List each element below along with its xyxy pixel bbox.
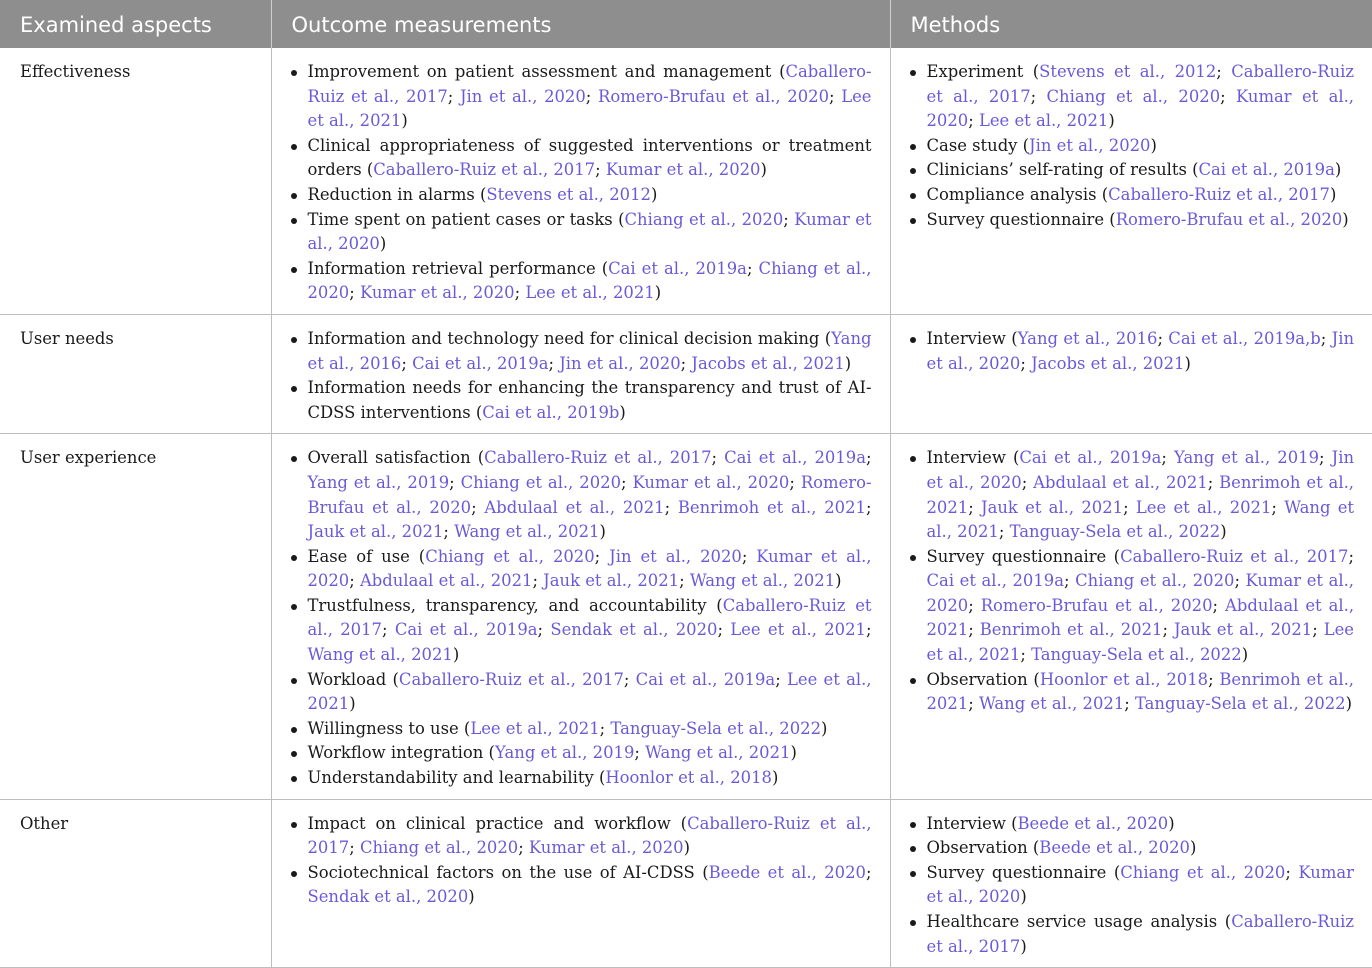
item-text: Observation ( (926, 838, 1040, 858)
item-text: Time spent on patient cases or tasks ( (307, 209, 625, 229)
item-text: ) (1345, 694, 1353, 714)
citation-link[interactable]: Wang et al., 2021 (926, 497, 1355, 542)
citation-link[interactable]: Benrimoh et al., 2021 (926, 472, 1354, 517)
citation-link[interactable]: Abdulaal et al., 2021 (359, 571, 533, 591)
item-text: Impact on clinical practice and workflow ( (307, 813, 688, 833)
method-item (909, 836, 1355, 861)
item-text: ) (619, 402, 626, 422)
item-text: ; (1271, 497, 1285, 517)
item-text: Information needs for enhancing the transparency and trust of AI-CDSS interventions ( (307, 378, 872, 422)
item-text: ) (760, 160, 767, 180)
item-text: ; (968, 497, 982, 517)
outcome-list (290, 812, 872, 910)
citation-link[interactable]: Yang et al., 2019 (307, 472, 450, 492)
item-text: ; (865, 448, 872, 468)
citation-link[interactable]: Caballero-Ruiz et al., 2017 (926, 912, 1354, 956)
citation-link[interactable]: Lee et al., 2021 (470, 718, 600, 738)
citation-link[interactable]: Lee et al., 2021 (730, 620, 866, 640)
item-text: ; (865, 862, 872, 882)
item-text: Sociotechnical factors on the use of AI-CDSS ( (307, 862, 709, 882)
item-text: Healthcare service usage analysis ( (926, 912, 1232, 931)
item-text: ) (683, 838, 690, 858)
aspect-cell: Effectiveness (0, 48, 271, 314)
item-text: ; (349, 838, 360, 858)
header-methods: Methods (890, 0, 1372, 48)
citation-link[interactable]: Cai et al., 2019a (1019, 448, 1162, 468)
citation-link[interactable]: Cai et al., 2019a (1198, 160, 1335, 180)
citation-link[interactable]: Abdulaal et al., 2021 (484, 497, 665, 517)
citation-link[interactable]: Lee et al., 2021 (307, 669, 872, 714)
citation-link[interactable]: Lee et al., 2021 (978, 111, 1109, 131)
item-text: ; (865, 620, 872, 640)
item-text: ) (1189, 838, 1197, 858)
item-text: ; (968, 595, 981, 615)
item-text: ) (1150, 135, 1157, 155)
outcome-item (290, 208, 872, 257)
citation-link[interactable]: Tanguay-Sela et al., 2022 (610, 718, 822, 738)
outcome-item (290, 766, 872, 791)
citation-link[interactable]: Jin et al., 2020 (559, 353, 681, 373)
outcome-item (290, 594, 872, 668)
citation-link[interactable]: Lee et al., 2021 (1135, 497, 1272, 517)
outcome-list (290, 327, 872, 425)
item-text: ; (1124, 694, 1135, 714)
citation-link[interactable]: Cai et al., 2019a (412, 353, 549, 373)
citation-link[interactable]: Cai et al., 2019a,b (1168, 328, 1321, 348)
outcome-cell (271, 48, 890, 314)
item-text: ; (518, 838, 529, 858)
item-text: ; (741, 546, 757, 566)
method-item (909, 158, 1355, 183)
item-text: Overall satisfaction ( (307, 448, 485, 468)
item-text: Survey questionnaire ( (926, 546, 1121, 566)
citation-link[interactable]: Jauk et al., 2021 (1173, 620, 1313, 640)
citation-link[interactable]: Chiang et al., 2020 (307, 258, 872, 303)
item-text: ; (1216, 62, 1232, 81)
citation-link[interactable]: Romero-Brufau et al., 2020 (980, 595, 1213, 615)
citation-link[interactable]: Benrimoh et al., 2021 (926, 669, 1354, 714)
item-text: ; (548, 353, 560, 373)
citation-link[interactable]: Chiang et al., 2020 (359, 838, 519, 858)
item-text: ; (1212, 595, 1225, 615)
item-text: Survey questionnaire ( (926, 862, 1121, 882)
outcome-list (290, 446, 872, 790)
table-row (0, 314, 1372, 433)
citation-link[interactable]: Abdulaal et al., 2021 (926, 595, 1355, 640)
outcome-item (290, 134, 872, 183)
item-text: Interview ( (926, 328, 1018, 348)
citation-link[interactable]: Yang et al., 2016 (307, 328, 872, 373)
outcome-item (290, 812, 872, 861)
item-text: ; (1319, 448, 1332, 468)
item-text: ) (1020, 936, 1027, 956)
methods-list (909, 812, 1355, 960)
citation-link[interactable]: Caballero-Ruiz et al., 2017 (398, 669, 624, 689)
item-text: ; (595, 160, 606, 180)
citation-link[interactable]: Caballero-Ruiz et al., 2017 (307, 813, 872, 858)
item-text: ; (381, 620, 395, 640)
citation-link[interactable]: Jin et al., 2020 (609, 546, 742, 566)
citation-link[interactable]: Caballero-Ruiz et al., 2017 (307, 595, 872, 640)
item-text: ) (821, 718, 828, 738)
item-text: ; (1220, 86, 1237, 106)
item-text: ) (1168, 813, 1175, 833)
citation-link[interactable]: Sendak et al., 2020 (307, 887, 469, 907)
citation-link[interactable]: Yang et al., 2019 (494, 743, 635, 763)
item-text: ; (680, 353, 692, 373)
table-header (0, 0, 1372, 48)
citation-link[interactable]: Wang et al., 2021 (689, 571, 836, 591)
method-item (909, 183, 1355, 208)
methods-cell (890, 48, 1372, 314)
citation-link[interactable]: Beede et al., 2020 (708, 862, 866, 882)
method-item (909, 208, 1355, 233)
citation-link[interactable]: Cai et al., 2019a (394, 620, 538, 640)
citation-link[interactable]: Abdulaal et al., 2021 (1033, 472, 1208, 492)
item-text: ) (599, 522, 606, 542)
item-text: ) (349, 694, 356, 714)
citation-link[interactable]: Tanguay-Sela et al., 2022 (1135, 694, 1346, 714)
item-text: ; (1021, 472, 1034, 492)
method-item (909, 545, 1355, 668)
citation-link[interactable]: Jauk et al., 2021 (307, 522, 444, 542)
citation-link[interactable]: Romero-Brufau et al., 2020 (307, 472, 872, 517)
citation-link[interactable]: Caballero-Ruiz et al., 2017 (484, 448, 712, 468)
citation-link[interactable]: Chiang et al., 2020 (460, 472, 622, 492)
item-text: ; (1320, 328, 1332, 348)
item-text: Reduction in alarms ( (307, 184, 487, 204)
item-text: Survey questionnaire ( (926, 209, 1116, 229)
outcome-cell (271, 434, 890, 799)
method-item (909, 446, 1355, 544)
citation-link[interactable]: Jauk et al., 2021 (543, 571, 680, 591)
item-text: Case study ( (926, 135, 1030, 155)
citation-link[interactable]: Cai et al., 2019a (926, 571, 1064, 591)
outcome-item (290, 446, 872, 544)
outcome-item (290, 861, 872, 910)
item-text: ; (1020, 645, 1032, 665)
item-text: ; (349, 571, 360, 591)
citation-link[interactable]: Wang et al., 2021 (978, 694, 1125, 714)
citation-link[interactable]: Caballero-Ruiz et al., 2017 (307, 62, 872, 106)
item-text: ) (401, 111, 408, 131)
item-text: ; (1162, 620, 1174, 640)
aspect-cell: User needs (0, 314, 271, 433)
method-item (909, 812, 1355, 837)
item-text: ) (844, 353, 852, 373)
item-text: ) (1241, 645, 1249, 665)
methods-cell (890, 434, 1372, 799)
item-text: ; (746, 258, 759, 278)
methods-list (909, 446, 1355, 717)
outcome-item (290, 60, 872, 134)
item-text: ; (621, 472, 633, 492)
citation-link[interactable]: Jacobs et al., 2021 (1031, 353, 1185, 373)
outcome-list (290, 60, 872, 306)
item-text: ; (789, 472, 801, 492)
item-text: ; (349, 283, 360, 303)
outcome-item (290, 741, 872, 766)
outcome-item (290, 545, 872, 594)
item-text: ; (594, 546, 610, 566)
citation-link[interactable]: Beede et al., 2020 (1017, 813, 1169, 833)
item-text: ; (599, 718, 611, 738)
citation-link[interactable]: Jin et al., 2020 (459, 86, 586, 106)
method-item (909, 861, 1355, 910)
citation-link[interactable]: Lee et al., 2021 (926, 620, 1355, 665)
item-text: Willingness to use ( (307, 718, 471, 738)
item-text: ) (1342, 209, 1349, 229)
citation-link[interactable]: Stevens et al., 2012 (1039, 62, 1217, 81)
methods-cell (890, 314, 1372, 433)
item-text: ; (679, 571, 690, 591)
item-text: Understandability and learnability ( (307, 768, 606, 788)
item-text: Information and technology need for clinical decision making ( (307, 328, 832, 348)
item-text: Information retrieval performance ( (307, 258, 609, 278)
header-outcome-measurements: Outcome measurements (271, 0, 890, 48)
citation-link[interactable]: Jin et al., 2020 (1029, 135, 1151, 155)
item-text: ; (865, 497, 872, 517)
citation-link[interactable]: Cai et al., 2019a (635, 669, 776, 689)
citation-link[interactable]: Lee et al., 2021 (307, 86, 872, 131)
item-text: Clinical appropriateness of suggested interventions or treatment orders ( (307, 135, 872, 180)
citation-link[interactable]: Kumar et al., 2020 (359, 283, 515, 303)
item-text: ) (1334, 160, 1342, 180)
item-text: Observation ( (926, 669, 1040, 689)
item-text: ) (835, 571, 842, 591)
citation-link[interactable]: Kumar et al., 2020 (926, 862, 1354, 907)
citation-link[interactable]: Jacobs et al., 2021 (691, 353, 845, 373)
item-text: ; (634, 743, 646, 763)
table-row (0, 48, 1372, 314)
citation-link[interactable]: Kumar et al., 2020 (632, 472, 790, 492)
citation-link[interactable]: Kumar et al., 2020 (926, 86, 1355, 131)
method-item (909, 134, 1355, 159)
item-text: ; (968, 111, 979, 131)
citation-link[interactable]: Romero-Brufau et al., 2020 (598, 86, 829, 106)
outcome-item (290, 668, 872, 717)
citation-link[interactable]: Benrimoh et al., 2021 (979, 620, 1163, 640)
citation-link[interactable]: Kumar et al., 2020 (605, 160, 761, 180)
item-text: ; (623, 669, 636, 689)
table-row (0, 799, 1372, 968)
citation-link[interactable]: Jin et al., 2020 (926, 448, 1354, 492)
outcome-item (290, 257, 872, 306)
citation-link[interactable]: Chiang et al., 2020 (624, 209, 784, 229)
citation-link[interactable]: Wang et al., 2021 (307, 645, 453, 665)
method-item (909, 910, 1355, 959)
header-examined-aspects: Examined aspects (0, 0, 271, 48)
item-text: Interview ( (926, 448, 1020, 468)
item-text: ; (1020, 353, 1032, 373)
citation-link[interactable]: Romero-Brufau et al., 2020 (1115, 209, 1343, 229)
citation-link[interactable]: Caballero-Ruiz et al., 2017 (926, 62, 1354, 106)
item-text: ; (968, 620, 980, 640)
aspect-cell: User experience (0, 434, 271, 799)
item-text: Trustfulness, transparency, and accountability ( (307, 595, 723, 615)
methods-list (909, 327, 1355, 376)
item-text: ) (468, 887, 475, 907)
method-item (909, 327, 1355, 376)
item-text: Clinicians’ self-rating of results ( (926, 160, 1199, 180)
item-text: ; (585, 86, 598, 106)
citation-link[interactable]: Yang et al., 2016 (1017, 328, 1158, 348)
citation-link[interactable]: Kumar et al., 2020 (528, 838, 684, 858)
item-text: ; (1348, 546, 1354, 566)
outcome-cell (271, 799, 890, 968)
item-text: ; (1030, 86, 1047, 106)
citation-link[interactable]: Sendak et al., 2020 (550, 620, 718, 640)
item-text: ; (711, 448, 725, 468)
outcome-item (290, 717, 872, 742)
citation-link[interactable]: Cai et al., 2019b (482, 402, 620, 422)
item-text: ; (1208, 669, 1220, 689)
citation-link[interactable]: Caballero-Ruiz et al., 2017 (373, 160, 596, 180)
citation-link[interactable]: Kumar et al., 2020 (307, 546, 872, 591)
item-text: Experiment ( (926, 62, 1040, 81)
item-text: ; (449, 472, 461, 492)
citation-link[interactable]: Kumar et al., 2020 (307, 209, 872, 254)
citation-link[interactable]: Wang et al., 2021 (454, 522, 600, 542)
item-text: ) (771, 768, 779, 788)
item-text: ; (998, 522, 1010, 542)
item-text: ; (664, 497, 678, 517)
citation-link[interactable]: Jin et al., 2020 (926, 328, 1354, 373)
citation-link[interactable]: Cai et al., 2019a (724, 448, 866, 468)
item-text: ; (401, 353, 413, 373)
outcome-item (290, 183, 872, 208)
citation-link[interactable]: Benrimoh et al., 2021 (677, 497, 866, 517)
item-text: ; (1312, 620, 1324, 640)
item-text: ) (379, 234, 387, 254)
citation-link[interactable]: Kumar et al., 2020 (926, 571, 1355, 615)
item-text: ; (783, 209, 795, 229)
item-text: ; (1285, 862, 1299, 882)
item-text: ; (1161, 448, 1174, 468)
citation-link[interactable]: Wang et al., 2021 (645, 743, 791, 763)
item-text: Workflow integration ( (307, 743, 495, 763)
citation-link[interactable]: Chiang et al., 2020 (1046, 86, 1221, 106)
item-text: ; (1064, 571, 1076, 591)
item-text: ; (829, 86, 842, 106)
item-text: Compliance analysis ( (926, 184, 1109, 204)
item-text: Ease of use ( (307, 546, 426, 566)
item-text: ; (447, 86, 460, 106)
item-text: ; (443, 522, 455, 542)
item-text: ; (1123, 497, 1136, 517)
item-text: ) (452, 645, 460, 665)
item-text: ) (1220, 522, 1227, 542)
item-text: ; (968, 694, 979, 714)
citation-link[interactable]: Yang et al., 2019 (1173, 448, 1320, 468)
method-item (909, 668, 1355, 717)
table-body (0, 48, 1372, 968)
item-text: ; (1157, 328, 1169, 348)
item-text: ; (1234, 571, 1246, 591)
citation-link[interactable]: Cai et al., 2019a (608, 258, 747, 278)
citation-link[interactable]: Stevens et al., 2012 (486, 184, 651, 204)
item-text: ; (537, 620, 551, 640)
citation-link[interactable]: Caballero-Ruiz et al., 2017 (1108, 184, 1330, 204)
item-text: ) (650, 184, 658, 204)
method-item (909, 60, 1355, 134)
citation-link[interactable]: Beede et al., 2020 (1039, 838, 1190, 858)
outcome-cell (271, 314, 890, 433)
citation-link[interactable]: Tanguay-Sela et al., 2022 (1031, 645, 1242, 665)
item-text: ; (775, 669, 787, 689)
citation-link[interactable]: Hoonlor et al., 2018 (605, 768, 772, 788)
item-text: ) (1020, 887, 1027, 907)
citation-link[interactable]: Jauk et al., 2021 (981, 497, 1124, 517)
item-text: ) (1329, 184, 1337, 204)
citation-link[interactable]: Chiang et al., 2020 (1075, 571, 1235, 591)
item-text: ) (790, 743, 797, 763)
methods-list (909, 60, 1355, 232)
citation-link[interactable]: Lee et al., 2021 (525, 283, 655, 303)
item-text: ; (1207, 472, 1220, 492)
item-text: ; (532, 571, 544, 591)
item-text: ; (471, 497, 485, 517)
citation-link[interactable]: Tanguay-Sela et al., 2022 (1009, 522, 1221, 542)
item-text: ) (1184, 353, 1191, 373)
item-text: ; (717, 620, 731, 640)
citation-link[interactable]: Caballero-Ruiz et al., 2017 (1120, 546, 1349, 566)
methods-cell (890, 799, 1372, 968)
outcome-item (290, 327, 872, 376)
citation-link[interactable]: Chiang et al., 2020 (1120, 862, 1286, 882)
item-text: Improvement on patient assessment and management ( (307, 62, 786, 81)
citation-link[interactable]: Hoonlor et al., 2018 (1039, 669, 1209, 689)
item-text: ) (1108, 111, 1115, 131)
outcome-item (290, 376, 872, 425)
citation-link[interactable]: Chiang et al., 2020 (425, 546, 595, 566)
item-text: Workload ( (307, 669, 399, 689)
item-text: Interview ( (926, 813, 1018, 833)
table-row (0, 434, 1372, 799)
item-text: ; (514, 283, 526, 303)
aspect-cell: Other (0, 799, 271, 968)
item-text: ) (654, 283, 662, 303)
